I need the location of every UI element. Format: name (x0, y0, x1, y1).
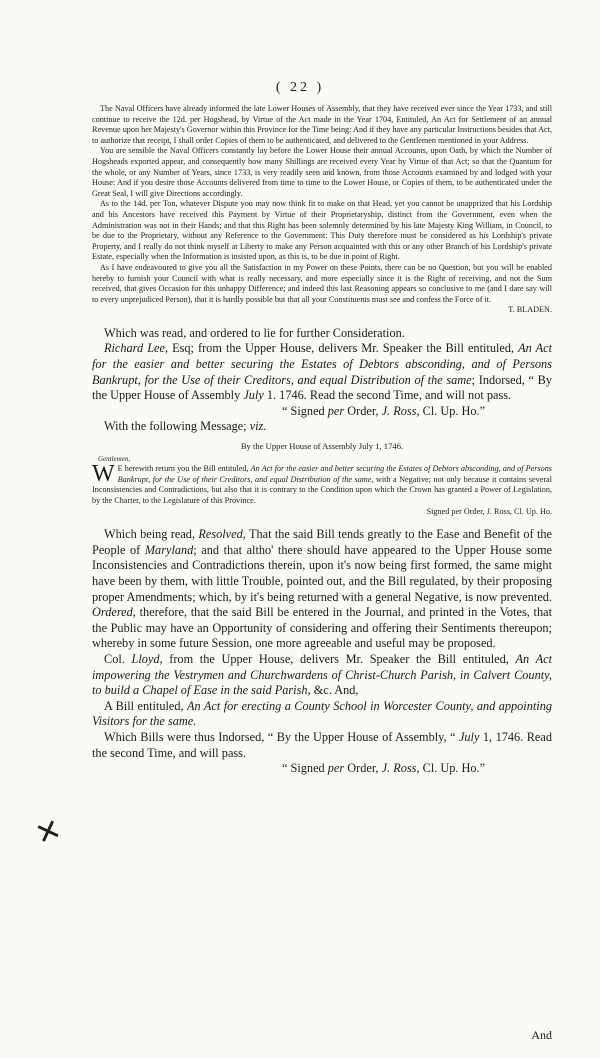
read-line: Which was read, and ordered to lie for further Consideration. (104, 325, 405, 340)
message-signature: Signed per Order, J. Ross, Cl. Up. Ho. (426, 506, 552, 516)
catchword: And (531, 1028, 552, 1042)
lloyd-bill-paragraph: Col. Lloyd, from the Upper House, delivers Mr. Speaker the Bill entituled, An Act impowering the Vestrymen and Churchwardens of Christ-Church Parish, in Calvert County, to build a Chapel of Ease in the said Parish, &c. And, (92, 651, 552, 698)
lee-name: Richard Lee (104, 341, 165, 356)
message-salutation: Gentlemen, (98, 454, 131, 463)
upper-house-message (92, 441, 552, 517)
letter-paragraph-2: You are sensible the Naval Officers constantly lay before the Lower House their annual Accounts, upon Oath, by which the Number of Hogsheads exported appear, and consequently how many Shillings are received every Year by Virtue of that Act; so that the Quantum for the whole, or any Number of Years, since 1733, is very readily seen and known, from those Accounts examined by and lodged with your House: And if you desire those Accounts delivered from time to time to the Lower House, or Copies of them, to be authenticated under the Great Seal, I will give Directions accordingly. (92, 146, 552, 198)
school-bill-paragraph: A Bill entituled, An Act for erecting a County School in Worcester County, and appointing Visitors for the same. (92, 698, 552, 729)
letter-paragraph-1: The Naval Officers have already informed the late Lower Houses of Assembly, that they have received ever since the Year 1733, and still continue to receive the 12d. per Hogshead, by Virtue of the Act made in the Year 1704, Entituled, An Act for Settlement of an annual Revenue upon her Majesty's Governor within this Province for the Time being: And if they have any particular Instructions besides that Act, to authorize that receipt, I shall order Copies of them to be authenticated, and delivered to the Gentlemen mentioned in your Address. (92, 104, 552, 145)
bill-title-debtors: An Act for the easier and better securing the Estates of Debtors absconding, and of Persons Bankrupt, for the Use of their Creditors, and equal Distribution of the same (92, 341, 552, 387)
signed-line-1: “ Signed per Order, J. Ross, Cl. Up. Ho.” (282, 403, 486, 418)
message-intro: With the following Message; viz. (104, 419, 267, 434)
margin-cross-mark: ✕ (30, 811, 67, 854)
drop-cap: W (92, 461, 115, 488)
governor-letter (92, 104, 552, 316)
resolution-paragraph: Which being read, Resolved, That the said Bill tends greatly to the Ease and Benefit of the People of Maryland; and that altho' there should have appeared to the Upper House some Inconsistencies and Contradictions therein, upon it's now being first formed, the same might have been by them, with little Trouble, pointed out, and the Bill regulated, by their proposing proper Amendments; which, by it's being returned with a general Negative, is now prevented. Ordered, therefore, that the said Bill be entered in the Journal, and printed in the Votes, that the Public may have an Opportunity of considering and offering their Sentiments thereupon; whereby in some future Session, one more agreeable and useful may be proposed. (92, 527, 552, 651)
letter-paragraph-4: As I have endeavoured to give you all the Satisfaction in my Power on these Points, there can be no Question, but you will be enabled hereby to furnish your Council with what is really necessary, and more especially since it is the Right of receiving, and not the Sum received, that gives Occasion for this unhappy Difference; and indeed this last Reasoning appears so conclusive to me (and I dare say will to every unprejudiced Person), that it is hardly possible but that all your Constituents must see and confess the Force of it. (92, 262, 552, 304)
letter-signature: T. BLADEN. (508, 305, 552, 315)
proceedings-section-2 (92, 527, 552, 777)
endorsement-paragraph: Which Bills were thus Indorsed, “ By the Upper House of Assembly, “ July 1, 1746. Read the second Time, and will pass. (92, 729, 552, 760)
page-number: ( 22 ) (275, 80, 325, 95)
proceedings-section-1 (92, 326, 552, 435)
lee-bill-paragraph: Richard Lee, Esq; from the Upper House, delivers Mr. Speaker the Bill entituled, An Act for the easier and better securing the Estates of Debtors absconding, and of Persons Bankrupt, for the Use of their Creditors, and equal Distribution of the same; Indorsed, “ By the Upper House of Assembly July 1. 1746. Read the second Time, and will not pass. (92, 341, 552, 403)
signed-line-2: “ Signed per Order, J. Ross, Cl. Up. Ho.” (282, 761, 486, 776)
letter-paragraph-3: As to the 14d. per Ton, whatever Dispute you may now think fit to make on that Head, yet you cannot be unapprized that his Lordship and his Ancestors have received this Payment by Virtue of their Proprietaryship, distinct from the Government, even when the Administration was not in their Hands; and that this Right has been solemnly determined by his late Majesty King William, in Council, to be due to the Proprietary, without any Reference to the Government: This Duty therefore must be considered as his Lordship's private Property, and I really do not think myself at Liberty to make any Person acquainted with this or any other Branch of his Lordship's private Estate, especially when the Information is insisted upon, as this is, to be due in point of Right. (92, 199, 552, 262)
message-heading: By the Upper House of Assembly July 1, 1746. (240, 441, 404, 452)
message-body: W E herewith return you the Bill entituled, An Act for the easier and better securing the Estates of Debtors absconding, and of Persons Bankrupt, for the Use of their Creditors, and equal Distribution of the same, with a Negative; not only because it contains several Inconsistencies and Contradictions, but also that it is contrary to the Condition upon which the Crown has granted a Power of Legislation, by the Charter, to the Legislature of this Province. (92, 461, 553, 505)
